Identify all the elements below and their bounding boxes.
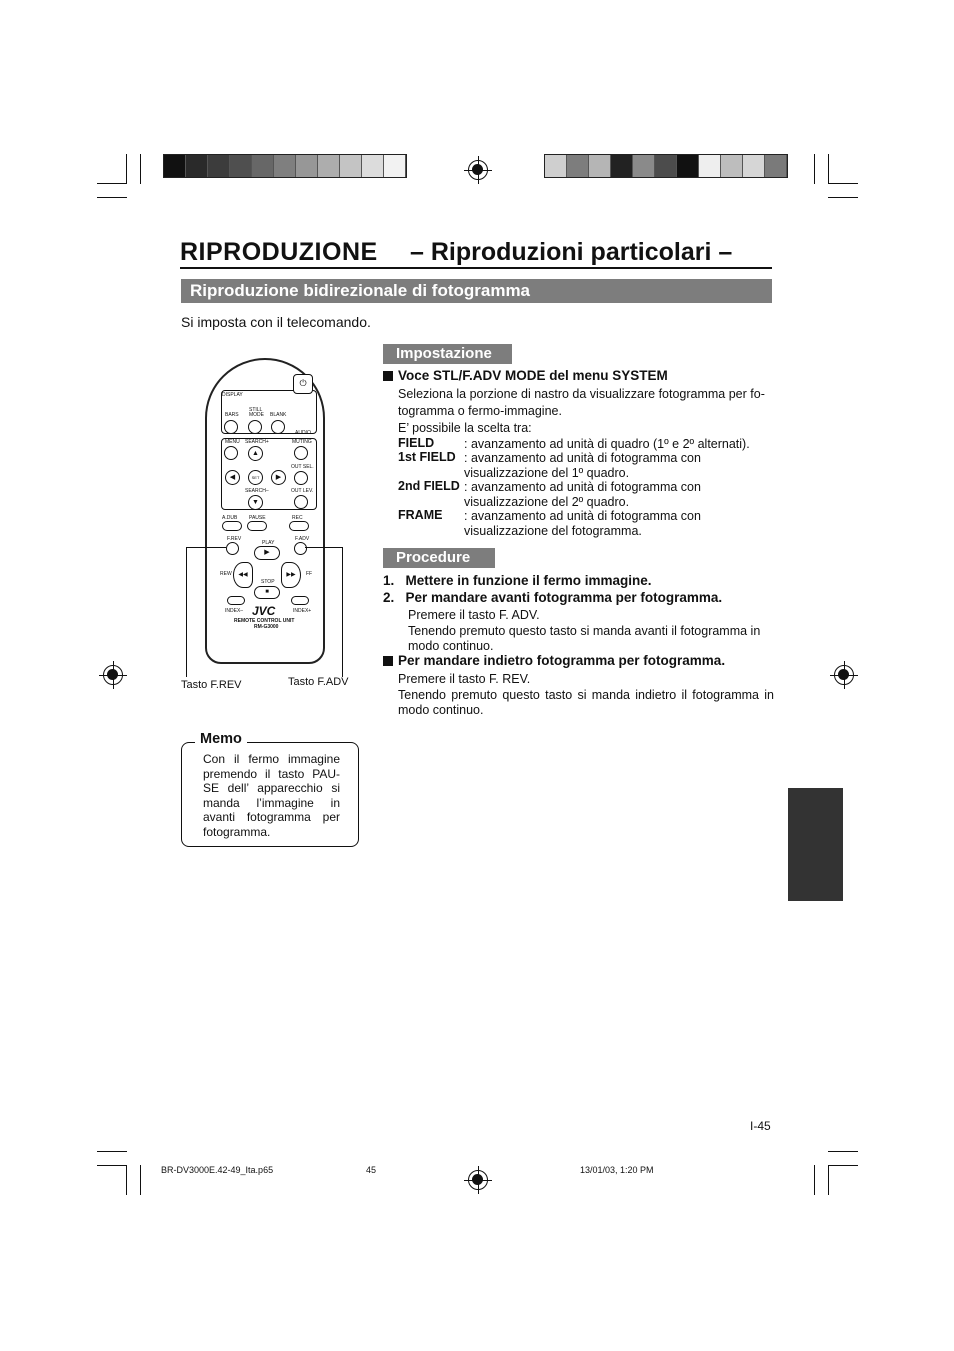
option-value: : avanzamento ad unità di quadro (1º e 2º alternati). [464, 437, 750, 451]
remote-label: SEARCH+ [245, 439, 269, 445]
bars-button [224, 420, 238, 434]
procedure-step2: 2. Per mandare avanti fotogramma per fotogramma. [383, 590, 723, 605]
registration-mark [468, 160, 488, 180]
remote-label: SEARCH– [245, 488, 269, 494]
procedure-step3-b: Tenendo premuto questo tasto si manda indietro il fotogramma in modo continuo. [398, 688, 774, 717]
option-value: : avanzamento ad unità di fotogramma con visualizzazione del 1º quadro. [464, 451, 701, 480]
crop-mark [828, 1151, 858, 1152]
color-bar-right [544, 154, 788, 178]
remote-label: MENU [225, 439, 240, 445]
still-mode-button [248, 420, 262, 434]
remote-label: F.REV [227, 536, 242, 542]
crop-mark [97, 197, 127, 198]
page-number: I-45 [750, 1119, 771, 1133]
remote-label: INDEX+ [293, 608, 312, 614]
power-icon: ⏻ [293, 374, 313, 394]
rec-button [289, 521, 309, 531]
search-minus-button: ▼ [248, 495, 263, 510]
crop-mark [814, 154, 815, 184]
search-plus-button: ▲ [248, 446, 263, 461]
set-button: SET [248, 470, 263, 485]
remote-label: AUDIO [295, 430, 311, 436]
fadv-button [294, 542, 307, 555]
crop-mark [97, 1151, 127, 1152]
remote-label: FF [306, 571, 313, 577]
remote-label: OUT SEL. [291, 464, 314, 470]
muting-button [294, 446, 308, 460]
pause-button [247, 521, 267, 531]
procedure-step3-a: Premere il tasto F. REV. [398, 672, 531, 686]
remote-label: F.ADV [295, 536, 310, 542]
remote-label: A.DUB [222, 515, 238, 521]
title-rule [180, 267, 772, 269]
remote-label: STOP [261, 579, 275, 585]
crop-mark [140, 154, 141, 184]
page-title: RIPRODUZIONE [180, 238, 378, 266]
option-value: : avanzamento ad unità di fotogramma con visualizzazione del fotogramma. [464, 509, 701, 538]
option-value: : avanzamento ad unità di fotogramma con visualizzazione del 2º quadro. [464, 480, 701, 509]
callout-frev: Tasto F.REV [181, 679, 242, 691]
right-arrow-button: ▶ [271, 470, 286, 485]
procedure-heading3: Per mandare indietro fotogramma per fotogramma. [383, 653, 725, 668]
play-icon: ▶ [254, 546, 280, 560]
option-key: FIELD [398, 436, 435, 450]
crop-mark [97, 1165, 127, 1166]
menu-button [224, 446, 238, 460]
registration-mark [468, 1170, 488, 1190]
remote-label: REC [292, 515, 303, 521]
crop-mark [828, 197, 858, 198]
registration-mark [103, 665, 123, 685]
rewind-icon: ◀◀ [233, 562, 253, 588]
procedure-step2-b: Tenendo premuto questo tasto si manda avanti il fotogramma in modo continuo. [408, 624, 761, 653]
crop-mark [97, 183, 127, 184]
callout-line [342, 547, 343, 677]
color-bar-left [163, 154, 407, 178]
remote-label: REW [220, 571, 232, 577]
impostazione-heading: Voce STL/F.ADV MODE del menu SYSTEM [383, 368, 668, 383]
fast-forward-icon: ▶▶ [281, 562, 301, 588]
procedure-tag: Procedure [383, 548, 495, 568]
crop-mark [814, 1165, 815, 1195]
option-key: 1st FIELD [398, 450, 456, 464]
callout-fadv: Tasto F.ADV [288, 676, 349, 688]
crop-mark [828, 154, 829, 184]
adub-button [222, 521, 242, 531]
remote-label: DISPLAY [222, 392, 243, 398]
remote-label: INDEX– [225, 608, 244, 614]
section-heading: Riproduzione bidirezionale di fotogramma [181, 279, 772, 303]
brand-logo: JVC [252, 604, 276, 618]
remote-label: MUTING [292, 439, 312, 445]
remote-label: REMOTE CONTROL UNIT [234, 618, 295, 624]
index-plus-button [291, 596, 309, 605]
square-bullet-icon [383, 371, 393, 381]
memo-title: Memo [195, 731, 247, 747]
footer-page: 45 [366, 1165, 377, 1175]
frev-button [226, 542, 239, 555]
remote-label: STILL MODE [249, 407, 264, 418]
remote-label: OUT LEV. [291, 488, 314, 494]
option-key: FRAME [398, 508, 443, 522]
side-tab [788, 788, 843, 901]
crop-mark [828, 1165, 858, 1166]
remote-label: RM-G3000 [254, 624, 279, 630]
intro-text: Si imposta con il telecomando. [181, 314, 371, 330]
crop-mark [828, 183, 858, 184]
stop-icon: ■ [254, 586, 280, 599]
impostazione-tag: Impostazione [383, 344, 512, 364]
impostazione-desc: Seleziona la porzione di nastro da visualizzare fotogramma per fo- togramma o fermo-immagine. E’ possibile la scelta tra: [398, 387, 765, 435]
crop-mark [126, 1165, 127, 1195]
square-bullet-icon [383, 656, 393, 666]
blank-button [271, 420, 285, 434]
out-lev-button [294, 495, 308, 509]
footer-date: 13/01/03, 1:20 PM [580, 1165, 654, 1175]
callout-line [305, 547, 342, 548]
remote-label: BLANK [270, 412, 287, 418]
crop-mark [126, 154, 127, 184]
index-minus-button [227, 596, 245, 605]
page-subtitle: – Riproduzioni particolari – [410, 238, 733, 266]
remote-label: PLAY [262, 540, 275, 546]
procedure-step1: 1. Mettere in funzione il fermo immagine. [383, 573, 652, 588]
remote-label: PAUSE [249, 515, 266, 521]
registration-mark [834, 665, 854, 685]
callout-line [186, 547, 187, 677]
out-sel-button [294, 471, 308, 485]
remote-control [205, 358, 325, 664]
callout-line [186, 547, 226, 548]
remote-label: BARS [225, 412, 239, 418]
footer-file: BR-DV3000E.42-49_Ita.p65 [161, 1165, 274, 1175]
crop-mark [140, 1165, 141, 1195]
crop-mark [828, 1165, 829, 1195]
memo-text: Con il fermo immagine premendo il tasto PAU-SE dell’ apparecchio si manda l’immagine in avanti fotogramma per fotogramma. [203, 752, 340, 839]
option-key: 2nd FIELD [398, 479, 460, 493]
left-arrow-button: ◀ [225, 470, 240, 485]
procedure-step2-a: Premere il tasto F. ADV. [408, 608, 540, 622]
